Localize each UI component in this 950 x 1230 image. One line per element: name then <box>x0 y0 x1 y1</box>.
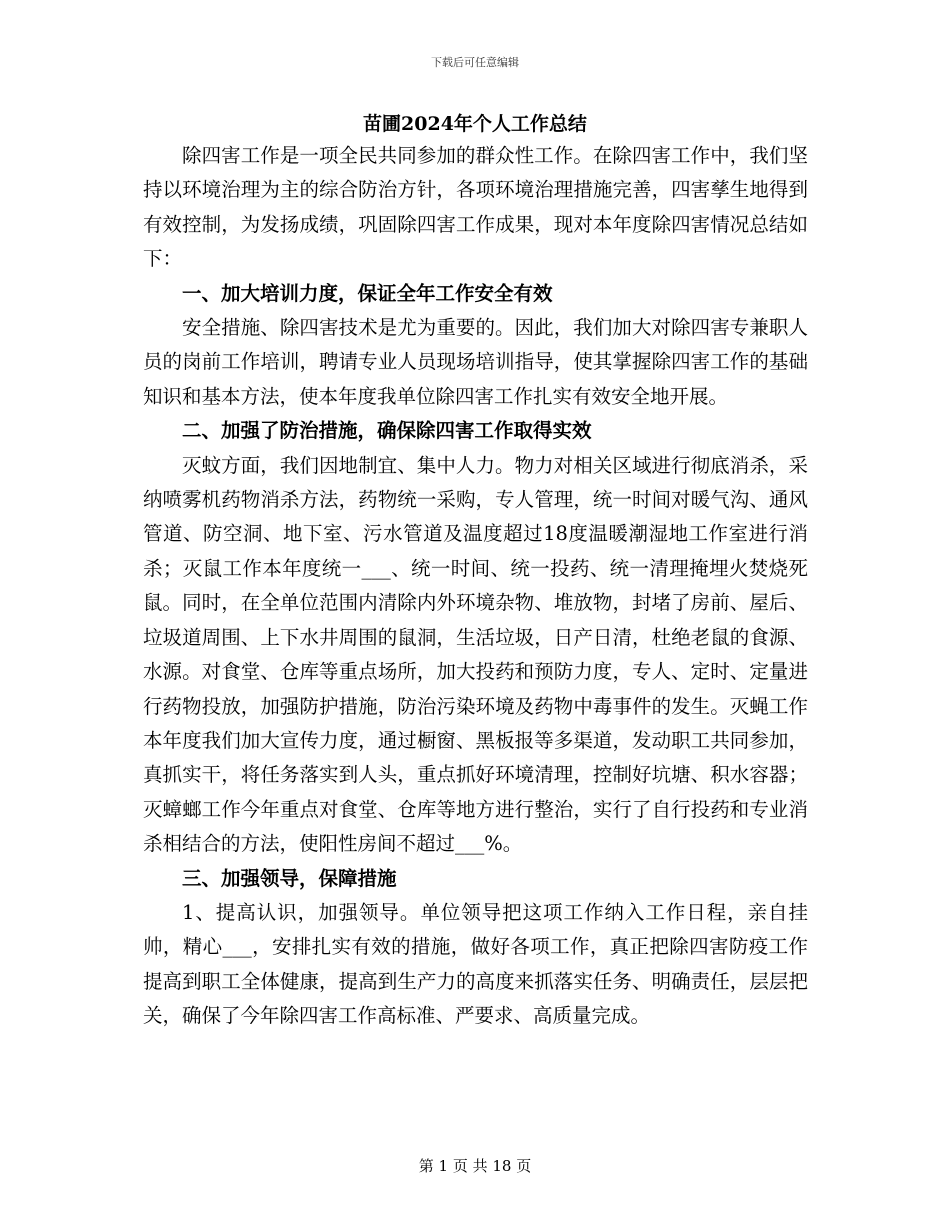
section-3-heading: 三、加强领导，保障措施 <box>182 866 397 890</box>
section-3-paragraph: 1、提高认识，加强领导。单位领导把这项工作纳入工作日程，亲自挂帅，精心___，安排扎实有效的措施，做好各项工作，真正把除四害防疫工作提高到职工全体健康，提高到生产力的高度来抓落实任务、明确责任，层层把关，确保了今年除四害工作高标准、严要求、高质量完成。 <box>143 900 808 1028</box>
section-2-paragraph: 灭蚊方面，我们因地制宜、集中人力。物力对相关区域进行彻底消杀，采纳喷雾机药物消杀方法，药物统一采购，专人管理，统一时间对暖气沟、通风管道、防空洞、地下室、污水管道及温度超过18度温暖潮湿地工作室进行消杀；灭鼠工作本年度统一___、统一时间、统一投药、统一清理掩埋火焚烧死鼠。同时，在全单位范围内清除内外环境杂物、堆放物，封堵了房前、屋后、垃圾道周围、上下水井周围的鼠洞，生活垃圾，日产日清，杜绝老鼠的食源、水源。对食堂、仓库等重点场所，加大投药和预防力度，专人、定时、定量进行药物投放，加强防护措施，防治污染环境及药物中毒事件的发生。灭蝇工作本年度我们加大宣传力度，通过橱窗、黑板报等多渠道，发动职工共同参加，真抓实干，将任务落实到人头，重点抓好环境清理，控制好坑塘、积水容器；灭蟑螂工作今年重点对食堂、仓库等地方进行整治，实行了自行投药和专业消杀相结合的方法，使阳性房间不超过___%。 <box>143 453 808 856</box>
intro-paragraph: 除四害工作是一项全民共同参加的群众性工作。在除四害工作中，我们坚持以环境治理为主的综合防治方针，各项环境治理措施完善，四害孳生地得到有效控制，为发扬成绩，巩固除四害工作成果，现对本年度除四害情况总结如下： <box>143 144 808 271</box>
section-2-heading: 二、加强了防治措施，确保除四害工作取得实效 <box>182 419 592 443</box>
page-header-note: 下载后可任意编辑 <box>431 56 519 69</box>
document-body <box>143 139 808 1034</box>
section-1-heading: 一、加大培训力度，保证全年工作安全有效 <box>182 281 553 305</box>
section-1-paragraph: 安全措施、除四害技术是尤为重要的。因此，我们加大对除四害专兼职人员的岗前工作培训，聘请专业人员现场培训指导，使其掌握除四害工作的基础知识和基本方法，使本年度我单位除四害工作扎实有效安全地开展。 <box>143 316 808 408</box>
page-footer-number: 第 1 页 共 18 页 <box>418 1157 532 1175</box>
document-title: 苗圃2024年个人工作总结 <box>363 113 587 135</box>
